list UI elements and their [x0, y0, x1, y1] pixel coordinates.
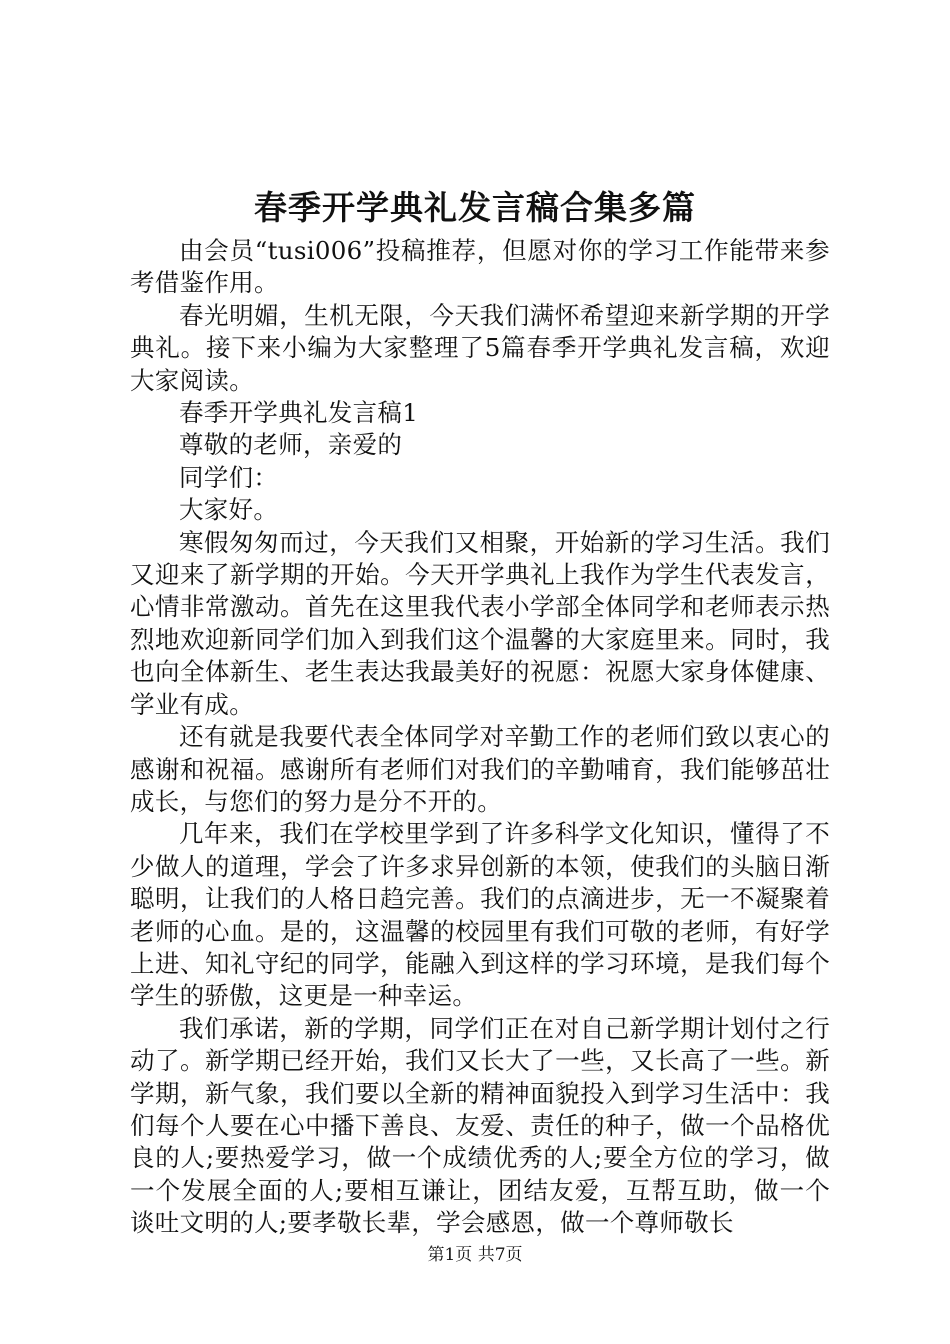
paragraph-intro-note: 由会员“tusi006”投稿推荐，但愿对你的学习工作能带来参考借鉴作用。	[130, 236, 830, 298]
paragraph-body-4: 我们承诺，新的学期，同学们正在对自己新学期计划付之行动了。新学期已经开始，我们又长大了一些，又长高了一些。新学期，新气象，我们要以全新的精神面貌投入到学习生活中：我们每个人要在心中播下善良、友爱、责任的种子，做一个品格优良的人;要热爱学习，做一个成绩优秀的人;要全方位的学习，做一个发展全面的人;要相互谦让，团结友爱，互帮互助，做一个谈吐文明的人;要孝敬长辈，学会感恩，做一个尊师敬长	[130, 1013, 830, 1238]
salutation-line-2: 同学们：	[179, 462, 279, 492]
paragraph-body-1: 寒假匆匆而过，今天我们又相聚，开始新的学习生活。我们又迎来了新学期的开始。今天开学典礼上我作为学生代表发言，心情非常激动。首先在这里我代表小学部全体同学和老师表示热烈地欢迎新同学们加入到我们这个温馨的大家庭里来。同时，我也向全体新生、老生表达我最美好的祝愿：祝愿大家身体健康、学业有成。	[130, 527, 830, 719]
salutation-line-1: 尊敬的老师，亲爱的	[179, 430, 403, 460]
paragraph-intro: 春光明媚，生机无限，今天我们满怀希望迎来新学期的开学典礼。接下来小编为大家整理了5篇春季开学典礼发言稿，欢迎大家阅读。	[130, 300, 831, 395]
page-number-footer: 第1页 共7页	[427, 1245, 523, 1265]
paragraph-body-2: 还有就是我要代表全体同学对辛勤工作的老师们致以衷心的感谢和祝福。感谢所有老师们对我们的辛勤哺育，我们能够茁壮成长，与您们的努力是分不开的。	[130, 722, 830, 816]
greeting: 大家好。	[179, 495, 279, 525]
document-body	[130, 235, 830, 1240]
document-title: 春季开学典礼发言稿合集多篇	[254, 188, 696, 227]
paragraph-body-3: 几年来，我们在学校里学到了许多科学文化知识，懂得了不少做人的道理，学会了许多求异创新的本领，使我们的头脑日渐聪明，让我们的人格日趋完善。我们的点滴进步，无一不凝聚着老师的心血。是的，这温馨的校园里有我们可敬的老师，有好学上进、知礼守纪的同学，能融入到这样的学习环境，是我们每个学生的骄傲，这更是一种幸运。	[130, 819, 830, 1011]
section-heading: 春季开学典礼发言稿1	[179, 398, 419, 428]
